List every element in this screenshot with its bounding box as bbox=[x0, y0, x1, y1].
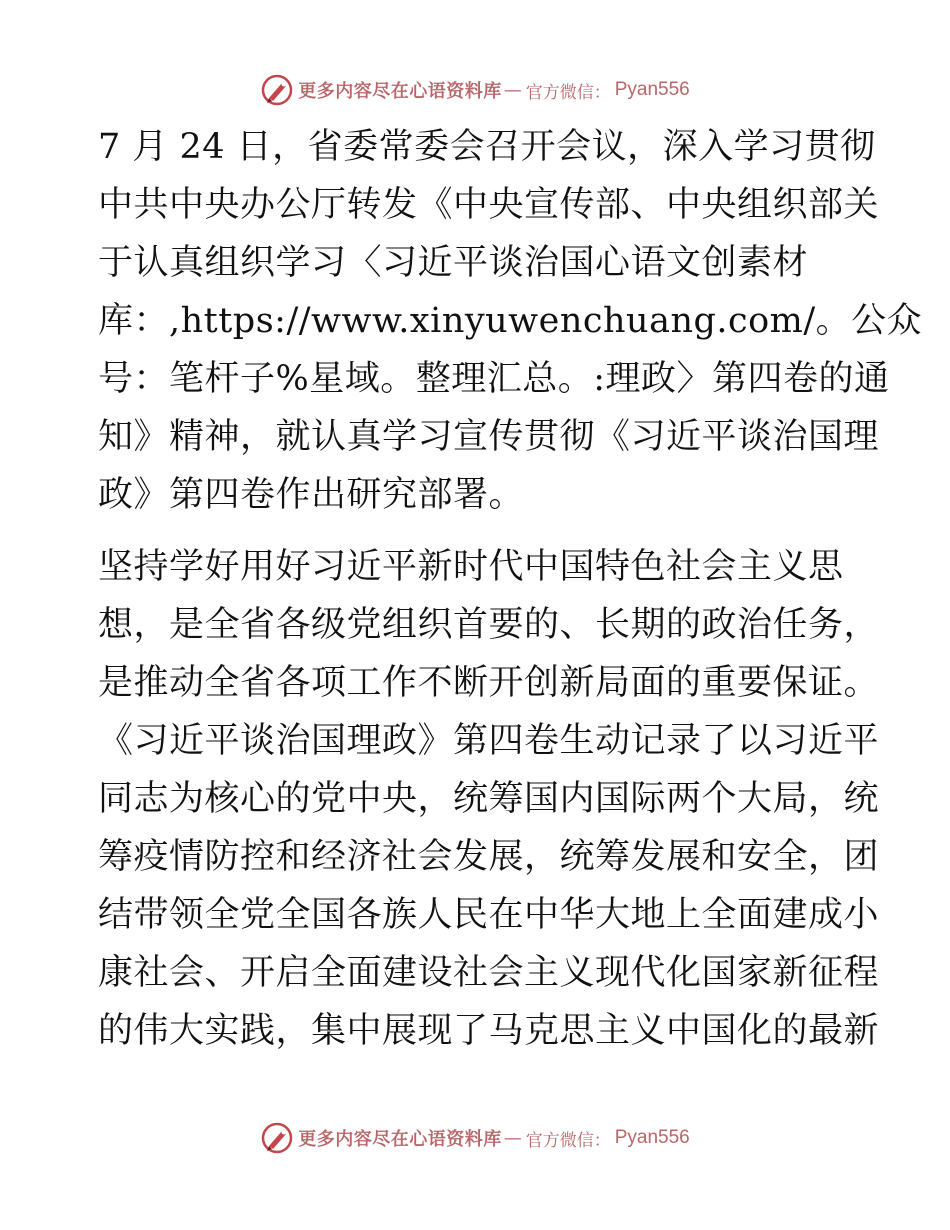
banner-wechat-id: Pyan556 bbox=[614, 1127, 690, 1148]
banner-separator: — bbox=[503, 79, 522, 101]
text-line: 于认真组织学习〈习近平谈治国心语文创素材 bbox=[98, 243, 809, 283]
text-line: 7 月 24 日，省委常委会召开会议，深入学习贯彻 bbox=[98, 127, 876, 167]
text-line: 同志为核心的党中央，统筹国内国际两个大局，统 bbox=[98, 779, 880, 819]
document-body bbox=[98, 118, 923, 1060]
header-banner bbox=[0, 70, 950, 110]
paragraph-2 bbox=[98, 538, 880, 1060]
text-line: 坚持学好用好习近平新时代中国特色社会主义思 bbox=[98, 547, 844, 587]
text-line: 库：,https://www.xinyuwenchuang.com/。公众 bbox=[98, 301, 923, 341]
text-line: 康社会、开启全面建设社会主义现代化国家新征程 bbox=[98, 953, 880, 993]
pen-logo-icon bbox=[260, 1121, 294, 1155]
text-line: 的伟大实践，集中展现了马克思主义中国化的最新 bbox=[98, 1011, 880, 1051]
text-line: 筹疫情防控和经济社会发展，统筹发展和安全，团 bbox=[98, 837, 880, 877]
banner-separator: — bbox=[503, 1127, 522, 1149]
pen-logo-icon bbox=[260, 73, 294, 107]
text-line: 结带领全党全国各族人民在中华大地上全面建成小 bbox=[98, 895, 880, 935]
text-line: 中共中央办公厅转发《中央宣传部、中央组织部关 bbox=[98, 185, 880, 225]
banner-wechat-label: 官方微信： bbox=[525, 1130, 611, 1151]
paragraph-1 bbox=[98, 118, 923, 524]
banner-wechat-label: 官方微信： bbox=[525, 82, 611, 103]
footer-banner bbox=[0, 1118, 950, 1158]
text-line: 政》第四卷作出研究部署。 bbox=[98, 475, 525, 515]
text-line: 是推动全省各项工作不断开创新局面的重要保证。 bbox=[98, 663, 880, 703]
text-line: 想，是全省各级党组织首要的、长期的政治任务， bbox=[98, 605, 880, 645]
text-line: 《习近平谈治国理政》第四卷生动记录了以习近平 bbox=[98, 721, 880, 761]
paragraph-gap bbox=[98, 524, 850, 538]
banner-library-text: 更多内容尽在心语资料库 bbox=[298, 81, 502, 102]
banner-wechat-id: Pyan556 bbox=[614, 79, 690, 100]
banner-library-text: 更多内容尽在心语资料库 bbox=[298, 1129, 502, 1150]
text-line: 号：笔杆子%星域。整理汇总。:理政〉第四卷的通 bbox=[98, 359, 890, 399]
text-line: 知》精神，就认真学习宣传贯彻《习近平谈治国理 bbox=[98, 417, 880, 457]
